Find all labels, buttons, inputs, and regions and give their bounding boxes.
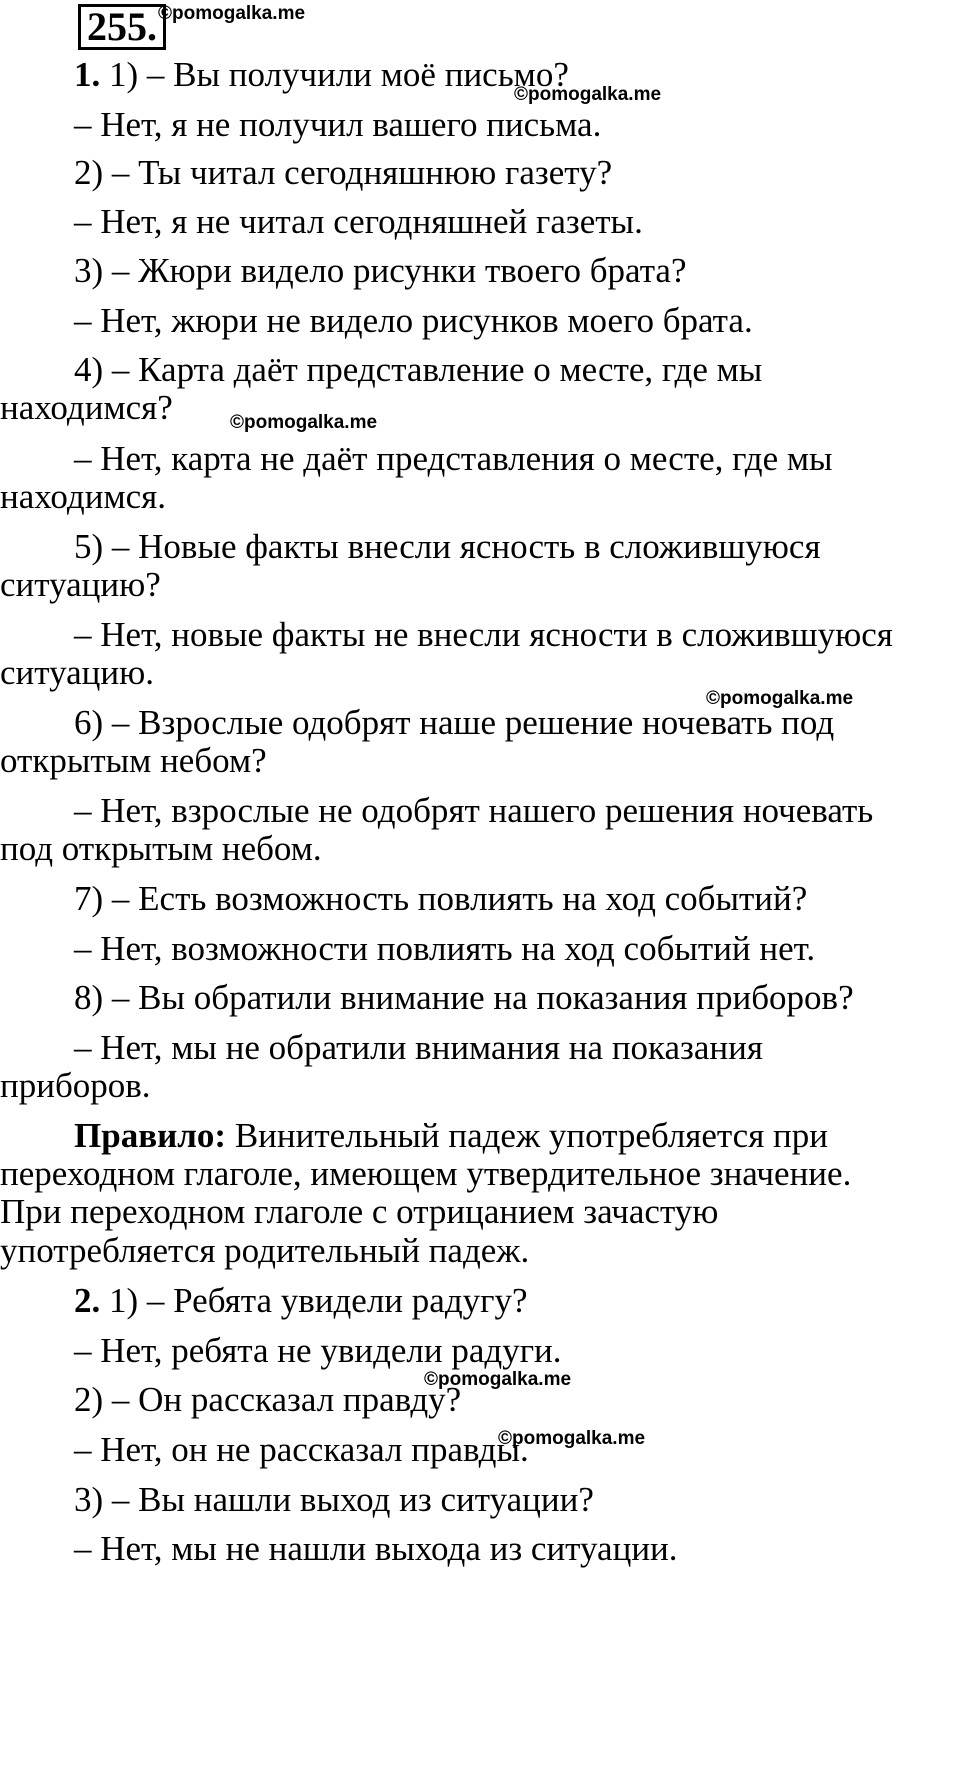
rule-text: Винительный падеж употребляется при [234, 1116, 829, 1155]
text-line: 4) – Карта даёт представление о месте, где мы [74, 350, 763, 389]
text-line: – Нет, ребята не увидели радуги. [74, 1331, 562, 1370]
rule-label: Правило: [74, 1116, 227, 1155]
part1-first-line [0, 55, 960, 95]
text-line: 7) – Есть возможность повлиять на ход событий? [74, 879, 808, 918]
text-line: – Нет, новые факты не внесли ясности в сложившуюся [74, 615, 893, 654]
part2-first-line [0, 1281, 960, 1321]
text-line: 3) – Вы нашли выход из ситуации? [74, 1480, 594, 1519]
text-line: 2) – Ты читал сегодняшнюю газету? [74, 153, 613, 192]
text-line: открытым небом? [0, 741, 267, 780]
text-line: находимся. [0, 477, 166, 516]
part2-question-1: 1) – Ребята увидели радугу? [109, 1281, 528, 1320]
part2-label: 2. [74, 1281, 101, 1320]
watermark: ©pomogalka.me [424, 1369, 572, 1390]
text-line: – Нет, жюри не видело рисунков моего брата. [74, 301, 753, 340]
text-line: ситуацию. [0, 653, 155, 692]
text-line: 2) – Он рассказал правду? [74, 1380, 462, 1419]
text-line: – Нет, мы не обратили внимания на показания [74, 1028, 763, 1067]
text-line: находимся? [0, 388, 173, 427]
rule-line: употребляется родительный падеж. [0, 1231, 530, 1270]
rule-line: переходном глаголе, имеющем утвердительное значение. [0, 1154, 852, 1193]
text-line: 6) – Взрослые одобрят наше решение ночевать под [74, 703, 835, 742]
watermark: ©pomogalka.me [158, 3, 306, 24]
text-line: – Нет, возможности повлиять на ход событий нет. [74, 929, 816, 968]
text-line: – Нет, я не читал сегодняшней газеты. [74, 202, 643, 241]
text-line: – Нет, мы не нашли выхода из ситуации. [74, 1529, 678, 1568]
watermark: ©pomogalka.me [498, 1428, 646, 1449]
part1-label: 1. [74, 55, 101, 94]
text-line: – Нет, карта не даёт представления о месте, где мы [74, 439, 833, 478]
text-line: – Нет, взрослые не одобрят нашего решения ночевать [74, 791, 874, 830]
watermark: ©pomogalka.me [230, 412, 378, 433]
watermark: ©pomogalka.me [514, 84, 662, 105]
rule-first-line [0, 1116, 960, 1156]
task-number: 255. [78, 4, 166, 50]
text-line: ситуацию? [0, 565, 161, 604]
text-line: 3) – Жюри видело рисунки твоего брата? [74, 251, 687, 290]
part1-question-1: 1) – Вы получили моё письмо? [109, 55, 569, 94]
text-line: – Нет, он не рассказал правды. [74, 1430, 529, 1469]
text-line: 8) – Вы обратили внимание на показания приборов? [74, 978, 854, 1017]
text-line: 5) – Новые факты внесли ясность в сложившуюся [74, 527, 821, 566]
rule-line: При переходном глаголе с отрицанием зачастую [0, 1192, 719, 1231]
text-line: приборов. [0, 1066, 151, 1105]
text-line: – Нет, я не получил вашего письма. [74, 105, 602, 144]
text-line: под открытым небом. [0, 829, 322, 868]
watermark: ©pomogalka.me [706, 688, 854, 709]
